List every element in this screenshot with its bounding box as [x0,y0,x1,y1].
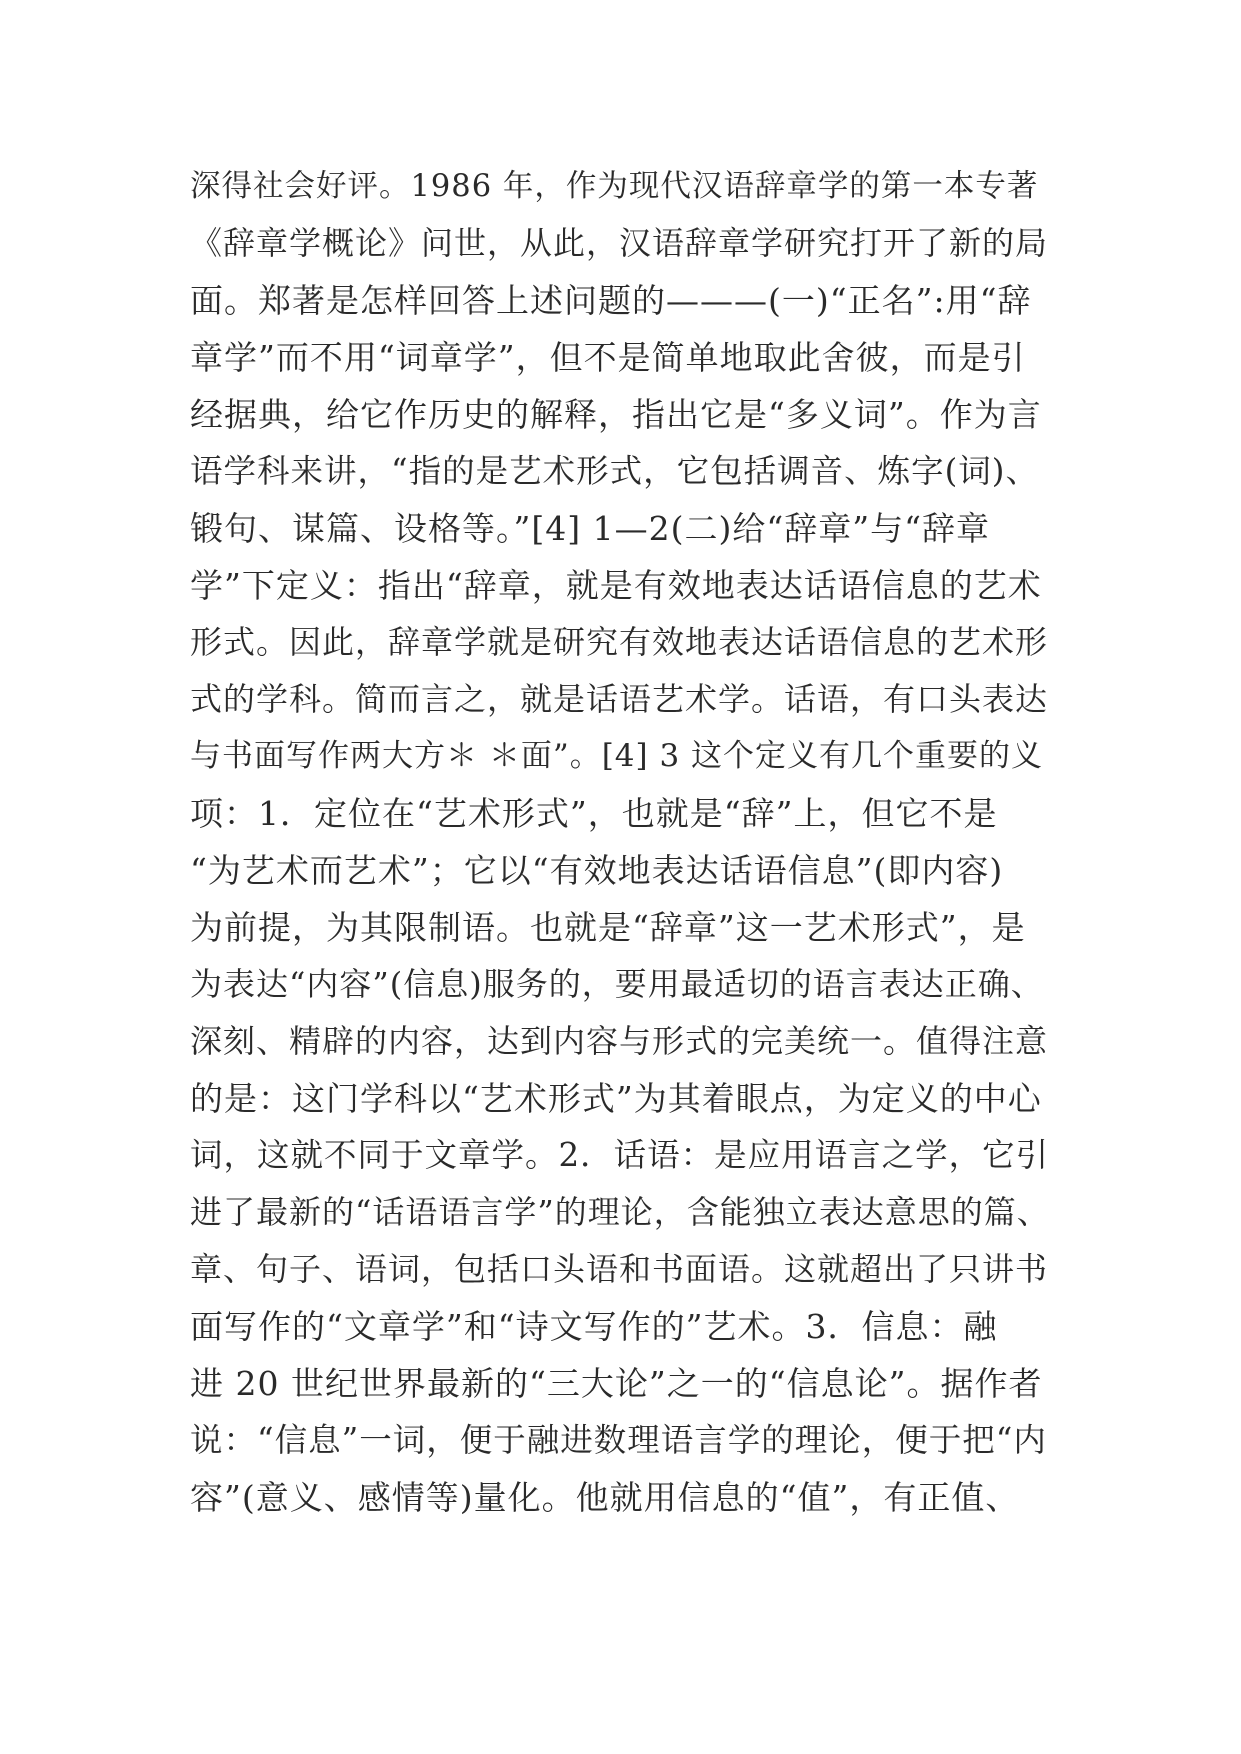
text-line: 经据典，给它作历史的解释，指出它是“多义词”。作为言 [190,395,1042,434]
text-line: 与书面写作两大方＊ ＊面”。[4] 3 这个定义有几个重要的义 [190,738,1044,774]
text-line: 为前提，为其限制语。也就是“辞章”这一艺术形式”，是 [190,908,1026,947]
body-paragraph [190,158,1050,1526]
text-line: 容”(意义、感情等)量化。他就用信息的“值”，有正值、 [190,1478,1020,1517]
text-line: 词，这就不同于文章学。2．话语：是应用语言之学，它引 [190,1136,1050,1174]
text-line: 式的学科。简而言之，就是话语艺术学。话语，有口头表达 [190,680,1049,718]
text-line: 深得社会好评。1986 年，作为现代汉语辞章学的第一本专著 [190,169,1039,204]
text-line: 进 20 世纪世界最新的“三大论”之一的“信息论”。据作者 [190,1364,1043,1403]
text-line: 说：“信息”一词，便于融进数理语言学的理论，便于把“内 [190,1421,1047,1459]
text-line: 语学科来讲，“指的是艺术形式，它包括调音、炼字(词)、 [190,452,1039,490]
text-line: 《辞章学概论》问世，从此，汉语辞章学研究打开了新的局 [190,224,1049,262]
text-line: 章学”而不用“词章学”，但不是简单地取此舍彼，而是引 [190,338,1026,377]
text-line: 面。郑著是怎样回答上述问题的———(一)“正名”:用“辞 [190,281,1032,320]
text-line: 项：1．定位在“艺术形式”，也就是“辞”上，但它不是 [190,794,998,833]
text-line: 为表达“内容”(信息)服务的，要用最适切的语言表达正确、 [190,965,1044,1003]
text-line: 锻句、谋篇、设格等。”[4] 1—2(二)给“辞章”与“辞章 [190,509,990,548]
text-line: 深刻、精辟的内容，达到内容与形式的完美统一。值得注意 [190,1022,1049,1060]
text-line: 形式。因此，辞章学就是研究有效地表达话语信息的艺术形 [190,623,1049,661]
text-line: 章、句子、语词，包括口头语和书面语。这就超出了只讲书 [190,1250,1049,1288]
text-line: 进了最新的“话语语言学”的理论，含能独立表达意思的篇、 [190,1193,1050,1231]
text-line: “为艺术而艺术”；它以“有效地表达话语信息”(即内容) [190,851,1004,890]
text-line: 的是：这门学科以“艺术形式”为其着眼点，为定义的中心 [190,1079,1042,1118]
text-line: 面写作的“文章学”和“诗文写作的”艺术。3．信息：融 [190,1307,998,1346]
text-line: 学”下定义：指出“辞章，就是有效地表达话语信息的艺术 [190,566,1042,605]
